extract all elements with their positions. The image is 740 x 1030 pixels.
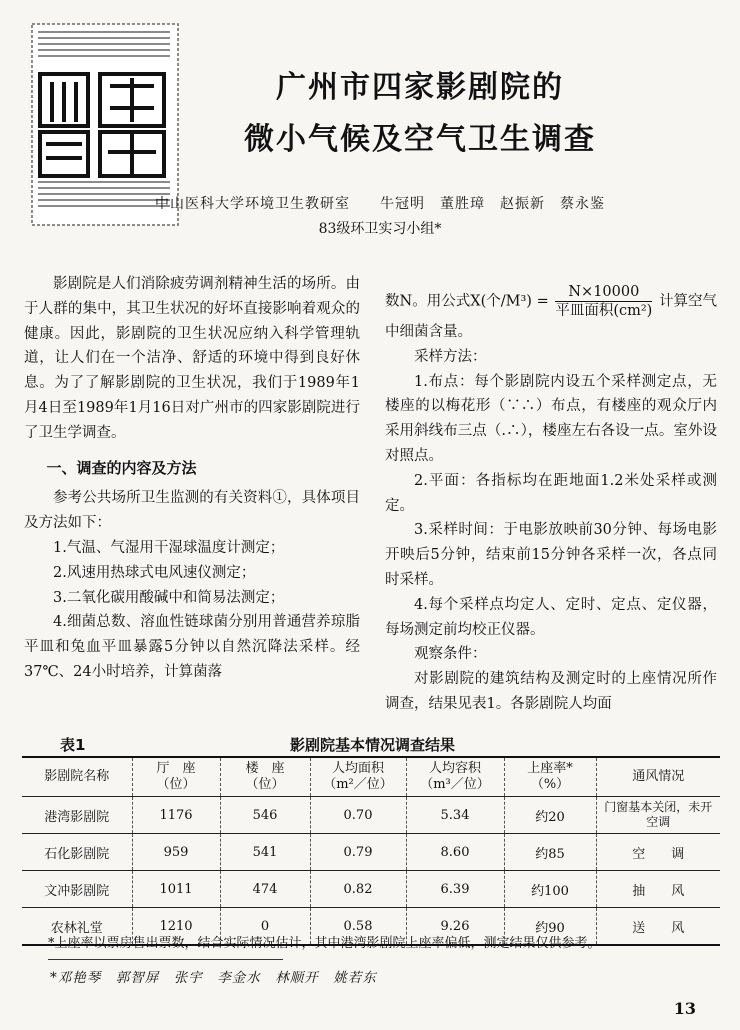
- col-header-hall-seats: 厅 座 （位）: [132, 757, 220, 797]
- table-row: 农林礼堂 1210 0 0.58 9.26 约90 送 风: [22, 908, 720, 946]
- author-affiliation: 中山医科大学环境卫生教研室 牛冠明 董胜璋 赵振新 蔡永鉴: [155, 196, 605, 212]
- footnote-members: *邓艳琴 郭智屏 张宇 李金水 林顺开 姚若东: [50, 970, 377, 986]
- formula-suffix: 计算空气中细菌含量。: [385, 293, 717, 340]
- table-row: 港湾影剧院 1176 546 0.70 5.34 约20 门窗基本关闭，未开空调: [22, 797, 720, 834]
- intro-paragraph: 影剧院是人们消除疲劳调剂精神生活的场所。由于人群的集中，其卫生状况的好坏直接影响着观众的健康。因此，影剧院的卫生状况应纳入科学管理轨道，让人们在一个洁净、舒适的环境中得到良好休息。为了了解影剧院的卫生状况，我们于1989年1月4日至1989年1月16日对广州市的四家影剧院进行了卫生学调查。: [24, 276, 360, 441]
- left-column: [24, 272, 360, 685]
- article-title-line2: 微小气候及空气卫生调查: [244, 122, 596, 157]
- sampling-item-3: 3.采样时间：于电影放映前30分钟、每场电影开映后5分钟，结束前15分钟各采样一次，各点同时采样。: [385, 522, 717, 588]
- formula-numerator: N×10000: [555, 283, 652, 302]
- article-title-line1: 广州市四家影剧院的: [276, 70, 564, 105]
- formula-prefix: 数N。用公式X(个/M³) =: [385, 293, 549, 310]
- observation-paragraph: 对影剧院的建筑结构及测定时的上座情况所作调查，结果见表1。各影剧院人均面: [385, 671, 717, 712]
- method-item-3: 3.二氧化碳用酸碱中和简易法测定；: [53, 589, 285, 606]
- section-heading-methods: 一、调查的内容及方法: [46, 458, 197, 477]
- page-number: 13: [673, 999, 696, 1018]
- sampling-heading: 采样方法：: [414, 348, 487, 365]
- method-item-4: 4.细菌总数、溶血性链球菌分别用普通营养琼脂平皿和兔血平皿暴露5分钟以自然沉降法采样。经37℃、24小时培养，计算菌落: [24, 614, 360, 680]
- theater-survey-table: [22, 756, 720, 946]
- col-header-balcony-seats: 楼 座 （位）: [220, 757, 310, 797]
- col-header-name: 影剧院名称: [22, 757, 132, 797]
- table-header-row: [22, 757, 720, 797]
- table-row: 文冲影剧院 1011 474 0.82 6.39 约100 抽 风: [22, 871, 720, 908]
- table-note: *上座率以票房售出票数，结合实际情况估计，其中港湾影剧院上座率偏低，测定结果仅供参考。: [48, 936, 601, 951]
- formula-fraction: [555, 283, 652, 320]
- table-caption: 影剧院基本情况调查结果: [290, 736, 456, 754]
- sampling-item-2: 2.平面：各指标均在距地面1.2米处采样或测定。: [385, 472, 717, 514]
- method-item-2: 2.风速用热球式电风速仪测定；: [53, 564, 256, 581]
- formula-line: [385, 283, 717, 345]
- methods-paragraph: 参考公共场所卫生监测的有关资料①，具体项目及方法如下：: [24, 490, 360, 532]
- footnote-divider: [48, 959, 283, 960]
- table-row: 石化影剧院 959 541 0.79 8.60 约85 空 调: [22, 834, 720, 871]
- sampling-item-4: 4.每个采样点均定人、定时、定点、定仪器，每场测定前均校正仪器。: [385, 596, 717, 638]
- author-group: 83级环卫实习小组*: [318, 221, 442, 237]
- observation-heading: 观察条件：: [414, 646, 487, 663]
- col-header-ventilation: 通风情况: [596, 757, 720, 797]
- right-column: [385, 283, 717, 717]
- sampling-item-1: 1.布点：每个影剧院内设五个采样测定点，无楼座的以梅花形（∵∴）布点，有楼座的观众厅内采用斜线布三点（.∴），楼座左右各设一点。室外设对照点。: [385, 373, 717, 464]
- col-header-occupancy: 上座率* （%）: [504, 757, 596, 797]
- col-header-area-per-person: 人均面积 （m²／位）: [310, 757, 406, 797]
- method-item-1: 1.气温、气湿用干湿球温度计测定；: [53, 539, 285, 556]
- col-header-volume-per-person: 人均容积 （m³／位）: [406, 757, 504, 797]
- table-label: 表1: [60, 736, 86, 754]
- formula-denominator: 平皿面积(cm²): [555, 303, 653, 319]
